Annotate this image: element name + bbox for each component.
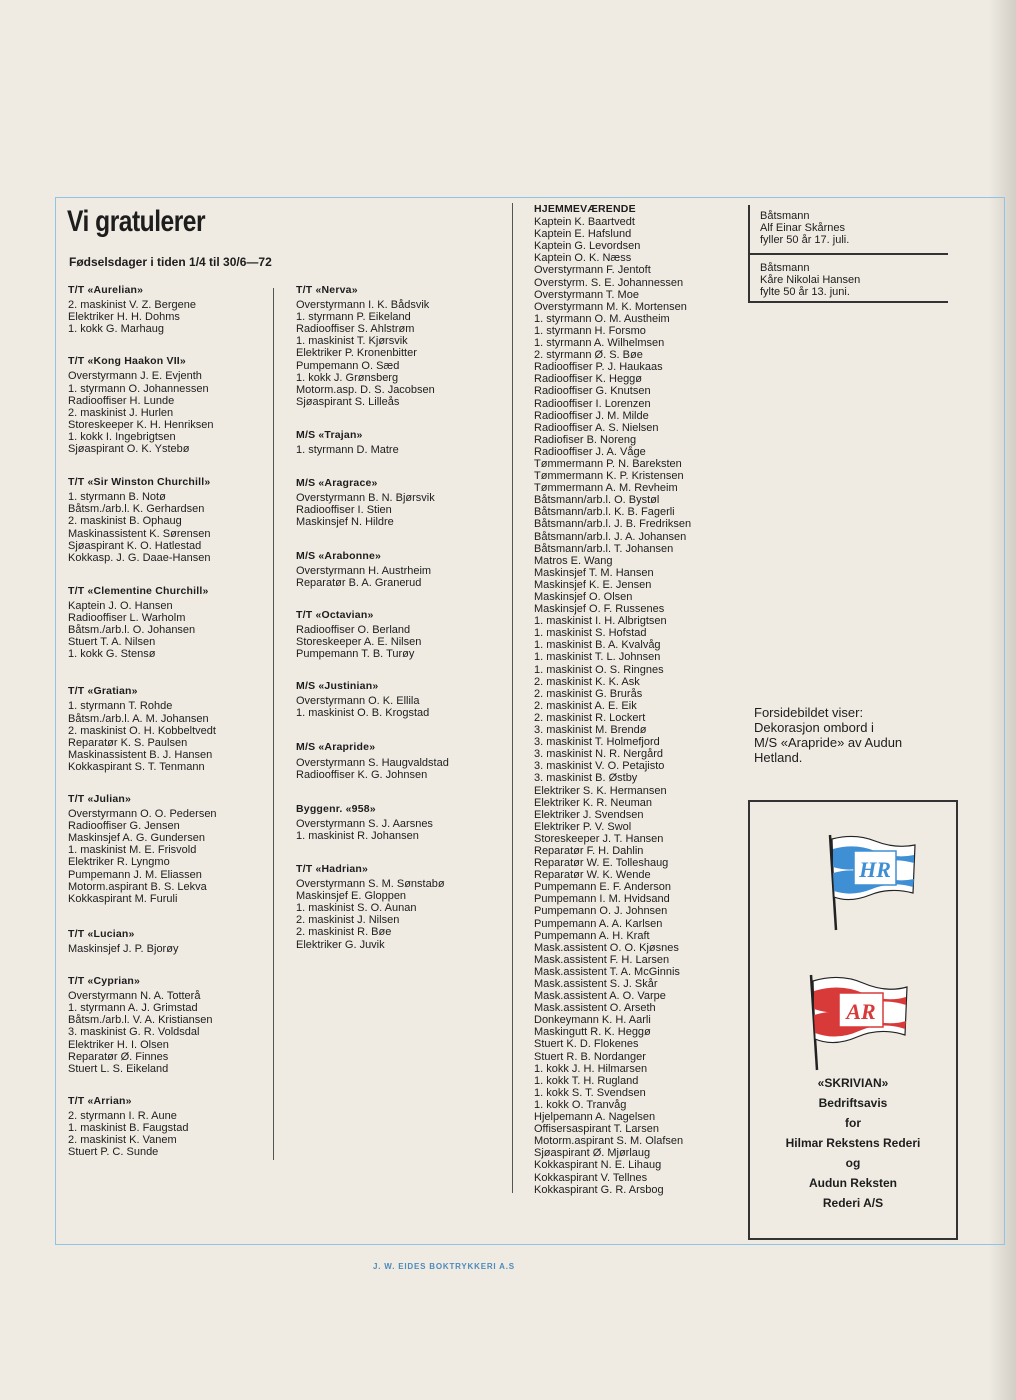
crew-entry: Overstyrm. S. E. Johannessen xyxy=(534,276,684,289)
crew-entry: 1. maskinist O. B. Krogstad xyxy=(296,707,430,720)
crew-entry: Maskinsjef J. P. Bjorøy xyxy=(68,942,179,955)
crew-entry: Kaptein E. Hafslund xyxy=(534,228,632,241)
crew-entry: Maskinsjef K. E. Jensen xyxy=(534,578,652,591)
crew-entry: Båtsmann/arb.l. O. Bystøl xyxy=(534,494,660,507)
crew-entry: Radiooffiser S. Ahlstrøm xyxy=(296,323,415,336)
ship-group xyxy=(296,477,506,528)
crew-entry: Mask.assistent F. H. Larsen xyxy=(534,953,670,966)
crew-entry: 1. kokk T. H. Rugland xyxy=(534,1074,639,1087)
crew-entry: Radiooffiser G. Jensen xyxy=(68,820,180,833)
crew-entry: 1. maskinist B. Faugstad xyxy=(68,1121,189,1134)
crew-entry: Reparatør K. S. Paulsen xyxy=(68,736,188,749)
ship-name: T/T «Arrian» xyxy=(68,1094,132,1107)
ship-group xyxy=(68,793,268,905)
birthday-box-1 xyxy=(760,210,849,246)
crew-entry: Pumpemann O. Sæd xyxy=(296,359,400,372)
crew-entry: Maskinsjef T. M. Hansen xyxy=(534,566,654,579)
crew-entry: 1. kokk S. T. Svendsen xyxy=(534,1086,646,1099)
crew-entry: Maskinsjef N. Hildre xyxy=(296,516,394,529)
crew-entry: Kaptein K. Baartvedt xyxy=(534,216,635,229)
crew-entry: 1. maskinist M. E. Frisvold xyxy=(68,844,197,857)
crew-entry: Mask.assistent T. A. McGinnis xyxy=(534,965,680,978)
crew-entry: Sjøaspirant Ø. Mjørlaug xyxy=(534,1147,651,1160)
ship-name: T/T «Kong Haakon VII» xyxy=(68,355,186,368)
ship-name: T/T «Clementine Churchill» xyxy=(68,584,209,597)
ship-name: M/S «Justinian» xyxy=(296,680,379,693)
box-line: Båtsmann xyxy=(760,210,810,222)
crew-entry: Båtsmann/arb.l. T. Johansen xyxy=(534,542,674,555)
crew-entry: Båtsm./arb.l. K. Gerhardsen xyxy=(68,503,205,516)
box-line: Båtsmann xyxy=(760,262,810,274)
birthday-box-2 xyxy=(760,262,860,298)
ship-name: T/T «Hadrian» xyxy=(296,863,369,875)
crew-entry: Mask.assistent S. J. Skår xyxy=(534,978,658,990)
crew-entry: Overstyrmann S. M. Sønstabø xyxy=(296,878,445,891)
publisher-line: Audun Reksten xyxy=(808,1176,897,1190)
crew-entry: Reparatør W. E. Tolleshaug xyxy=(534,857,669,870)
crew-entry: Kaptein J. O. Hansen xyxy=(68,599,173,612)
publisher-line: Hilmar Rekstens Rederi xyxy=(785,1136,921,1150)
printer-credit: J. W. EIDES BOKTRYKKERI A.S xyxy=(373,1262,515,1271)
crew-entry: 2. maskinist R. Lockert xyxy=(534,711,646,724)
crew-entry: Pumpemann E. F. Anderson xyxy=(534,881,671,894)
crew-entry: 2. maskinist V. Z. Bergene xyxy=(68,299,196,312)
crew-entry: Mask.assistent O. Arseth xyxy=(534,1002,656,1015)
crew-entry: Kokkaspirant G. R. Arsbog xyxy=(534,1183,664,1196)
crew-entry: Elektriker P. V. Swol xyxy=(534,820,632,833)
ship-group xyxy=(296,429,506,456)
caption-line: Dekorasjon ombord i xyxy=(754,720,874,735)
crew-entry: Overstyrmann T. Moe xyxy=(534,288,639,301)
crew-entry: Overstyrmann S. Haugvaldstad xyxy=(296,756,449,769)
crew-entry: 2. styrmann Ø. S. Bøe xyxy=(534,349,643,362)
publisher-block xyxy=(760,1073,946,1213)
crew-entry: Kokkaspirant M. Furuli xyxy=(68,892,178,905)
hr-flag-icon xyxy=(810,825,920,935)
ship-group xyxy=(296,863,506,951)
crew-entry: Reparatør Ø. Finnes xyxy=(68,1050,169,1063)
crew-entry: Radiooffiser A. S. Nielsen xyxy=(534,421,659,434)
ship-name: T/T «Nerva» xyxy=(296,284,358,296)
crew-entry: Båtsm./arb.l. A. M. Johansen xyxy=(68,712,209,725)
ship-name: Byggenr. «958» xyxy=(296,802,376,815)
publisher-line: Rederi A/S xyxy=(822,1196,884,1210)
crew-entry: Tømmermann K. P. Kristensen xyxy=(534,470,684,483)
crew-entry: Matros E. Wang xyxy=(534,554,613,567)
crew-entry: Maskinsjef O. F. Russenes xyxy=(534,603,665,616)
ship-group xyxy=(68,928,268,955)
crew-entry: 2. maskinist O. H. Kobbeltvedt xyxy=(68,724,216,737)
ship-name: T/T «Sir Winston Churchill» xyxy=(68,476,211,489)
caption-line: Forsidebildet viser: xyxy=(754,705,864,720)
crew-entry: Radiooffiser G. Knutsen xyxy=(534,385,651,398)
crew-entry: 2. maskinist G. Brurås xyxy=(534,687,643,700)
crew-entry: Overstyrmann J. E. Evjenth xyxy=(68,370,202,383)
crew-entry: 1. styrmann T. Rohde xyxy=(68,700,173,713)
crew-entry: Overstyrmann S. J. Aarsnes xyxy=(296,817,433,830)
crew-entry: Kokkaspirant S. T. Tenmann xyxy=(68,760,205,773)
crew-entry: Radiooffiser J. M. Milde xyxy=(534,409,649,422)
crew-entry: Pumpemann A. A. Karlsen xyxy=(534,917,663,930)
ship-group xyxy=(68,1095,268,1158)
logo-box-left xyxy=(748,800,750,1240)
crew-entry: Motorm.asp. D. S. Jacobsen xyxy=(296,383,435,396)
crew-entry: 1. kokk I. Ingebrigtsen xyxy=(68,430,176,443)
crew-entry: Pumpemann A. H. Kraft xyxy=(534,929,650,942)
ship-group xyxy=(68,685,268,773)
crew-entry: 1. styrmann A. Wilhelmsen xyxy=(534,337,665,350)
ship-group xyxy=(296,741,506,780)
crew-entry: 1. maskinist T. L. Johnsen xyxy=(534,651,661,664)
crew-entry: 1. maskinist S. O. Aunan xyxy=(296,902,417,915)
crew-entry: 1. maskinist R. Johansen xyxy=(296,829,419,842)
ship-name: M/S «Trajan» xyxy=(296,428,363,441)
crew-entry: 1. maskinist I. H. Albrigtsen xyxy=(534,615,667,628)
ship-group xyxy=(296,680,506,719)
cover-caption xyxy=(754,705,954,765)
crew-entry: Radiofiser B. Noreng xyxy=(534,433,637,446)
crew-entry: 1. styrmann P. Eikeland xyxy=(296,311,411,324)
crew-entry: Båtsm./arb.l. V. A. Kristiansen xyxy=(68,1014,213,1027)
crew-entry: Elektriker H. H. Dohms xyxy=(68,311,180,324)
crew-entry: Hjelpemann A. Nagelsen xyxy=(534,1111,656,1124)
crew-entry: Sjøaspirant O. K. Ystebø xyxy=(68,443,190,456)
ship-name: M/S «Aragrace» xyxy=(296,477,378,490)
ship-name: T/T «Aurelian» xyxy=(68,284,144,296)
crew-entry: 2. maskinist R. Bøe xyxy=(296,926,392,939)
crew-entry: Overstyrmann B. N. Bjørsvik xyxy=(296,492,435,505)
crew-entry: Overstyrmann O. K. Ellila xyxy=(296,695,420,708)
crew-entry: Donkeymann K. H. Aarli xyxy=(534,1014,651,1027)
ship-name: T/T «Cyprian» xyxy=(68,975,141,988)
crew-entry: Elektriker P. Kronenbitter xyxy=(296,347,417,360)
crew-entry: Stuert R. B. Nordanger xyxy=(534,1050,646,1063)
crew-entry: 2. maskinist A. E. Eik xyxy=(534,699,637,712)
ship-name: T/T «Lucian» xyxy=(68,927,135,940)
crew-entry: Båtsmann/arb.l. K. B. Fagerli xyxy=(534,506,675,519)
box-line: Alf Einar Skårnes xyxy=(760,222,845,234)
crew-entry: 2. maskinist K. Vanem xyxy=(68,1134,177,1147)
caption-line: Hetland. xyxy=(754,750,803,765)
crew-entry: Sjøaspirant S. Lilleås xyxy=(296,395,400,408)
crew-entry: Elektriker K. R. Neuman xyxy=(534,796,652,809)
crew-entry: Elektriker J. Svendsen xyxy=(534,808,644,821)
crew-entry: Motorm.aspirant S. M. Olafsen xyxy=(534,1135,684,1148)
logo-box-bottom xyxy=(748,1238,958,1240)
crew-entry: Overstyrmann I. K. Bådsvik xyxy=(296,299,430,312)
ship-group xyxy=(68,476,268,564)
crew-entry: Tømmermann A. M. Revheim xyxy=(534,482,678,495)
crew-entry: Radiooffiser I. Stien xyxy=(296,504,392,517)
crew-entry: Stuert L. S. Eikeland xyxy=(68,1062,169,1075)
crew-entry: 1. styrmann O. M. Austheim xyxy=(534,312,670,325)
crew-entry: Kaptein G. Levordsen xyxy=(534,240,641,253)
publisher-line: Bedriftsavis xyxy=(818,1096,888,1110)
ship-name: T/T «Octavian» xyxy=(296,608,374,621)
ship-group xyxy=(68,355,268,455)
ar-flag-letters: AR xyxy=(846,999,876,1024)
crew-entry: Maskinsjef A. G. Gundersen xyxy=(68,832,205,845)
crew-entry: Sjøaspirant K. O. Hatlestad xyxy=(68,539,202,552)
crew-entry: Storeskeeper A. E. Nilsen xyxy=(296,635,422,648)
crew-entry: Elektriker G. Juvik xyxy=(296,938,385,951)
box-line: fylte 50 år 13. juni. xyxy=(760,286,850,298)
crew-entry: Radiooffiser J. A. Våge xyxy=(534,445,646,458)
ship-group xyxy=(296,803,506,842)
crew-entry: Radiooffiser P. J. Haukaas xyxy=(534,361,663,374)
crew-entry: Elektriker S. K. Hermansen xyxy=(534,784,667,797)
logo-box-right xyxy=(956,800,958,1240)
page-subtitle: Fødselsdager i tiden 1/4 til 30/6—72 xyxy=(69,255,272,269)
box-line: Kåre Nikolai Hansen xyxy=(760,274,861,286)
crew-entry: Overstyrmann F. Jentoft xyxy=(534,264,651,277)
crew-entry: 2. maskinist K. K. Ask xyxy=(534,675,640,688)
publisher-line: for xyxy=(845,1116,861,1130)
ship-group xyxy=(296,550,506,589)
crew-entry: Elektriker H. I. Olsen xyxy=(68,1038,169,1051)
crew-entry: Mask.assistent A. O. Varpe xyxy=(534,990,666,1003)
ship-group xyxy=(68,975,268,1075)
ship-group xyxy=(68,585,268,661)
crew-entry: Storeskeeper K. H. Henriksen xyxy=(68,418,214,431)
crew-entry: 1. styrmann O. Johannessen xyxy=(68,382,209,395)
crew-entry: Overstyrmann M. K. Mortensen xyxy=(534,300,687,313)
crew-entry: 1. styrmann B. Notø xyxy=(68,491,166,504)
ship-column-1 xyxy=(68,284,268,1158)
crew-entry: Maskingutt R. K. Heggø xyxy=(534,1026,651,1039)
box-divider xyxy=(748,253,948,255)
crew-entry: 3. maskinist N. R. Nergård xyxy=(534,748,663,761)
page-title: Vi gratulerer xyxy=(67,205,206,238)
caption-line: M/S «Arapride» av Audun xyxy=(754,735,903,750)
crew-entry: Maskinassistent K. Sørensen xyxy=(68,527,211,540)
ship-name: T/T «Julian» xyxy=(68,793,132,805)
crew-entry: Reparatør F. H. Dahlin xyxy=(534,844,644,857)
crew-entry: Radiooffiser K. G. Johnsen xyxy=(296,768,428,781)
ship-name: M/S «Arabonne» xyxy=(296,549,382,562)
publisher-line: «SKRIVIAN» xyxy=(817,1076,889,1090)
crew-entry: Radiooffiser L. Warholm xyxy=(68,611,186,624)
logo-box-top xyxy=(748,800,958,802)
crew-entry: Maskinassistent B. J. Hansen xyxy=(68,748,213,761)
ship-group xyxy=(296,284,506,408)
ar-flag-icon xyxy=(795,965,915,1075)
column-divider xyxy=(512,203,513,1193)
box-line: fyller 50 år 17. juli. xyxy=(760,234,850,246)
crew-entry: 1. styrmann A. J. Grimstad xyxy=(68,1002,198,1015)
crew-entry: 3. maskinist B. Østby xyxy=(534,772,638,785)
crew-entry: Kaptein O. K. Næss xyxy=(534,252,632,265)
column-divider xyxy=(273,288,274,1160)
crew-entry: 2. maskinist B. Ophaug xyxy=(68,515,182,528)
crew-entry: Pumpemann O. J. Johnsen xyxy=(534,905,668,918)
crew-entry: 2. styrmann I. R. Aune xyxy=(68,1109,177,1122)
crew-entry: Kokkasp. J. G. Daae-Hansen xyxy=(68,551,211,564)
crew-entry: Stuert T. A. Nilsen xyxy=(68,636,156,649)
crew-entry: Pumpemann J. M. Eliassen xyxy=(68,868,202,881)
home-crew-heading: HJEMMEVÆRENDE xyxy=(534,203,636,215)
crew-entry: 3. maskinist T. Holmefjord xyxy=(534,736,660,749)
crew-entry: Maskinsjef O. Olsen xyxy=(534,591,633,603)
box-divider xyxy=(748,301,948,303)
crew-entry: 1. kokk J. H. Hilmarsen xyxy=(534,1062,648,1075)
crew-entry: Radiooffiser K. Heggø xyxy=(534,373,643,386)
crew-entry: Stuert K. D. Flokenes xyxy=(534,1038,639,1051)
crew-entry: Reparatør W. K. Wende xyxy=(534,869,651,882)
crew-entry: 1. styrmann D. Matre xyxy=(296,444,399,457)
crew-entry: Pumpemann T. B. Turøy xyxy=(296,648,415,661)
publisher-line: og xyxy=(845,1156,861,1170)
crew-entry: 3. maskinist M. Brendø xyxy=(534,724,647,737)
crew-entry: 1. kokk O. Tranvåg xyxy=(534,1098,627,1111)
ship-group xyxy=(296,609,506,660)
crew-entry: Radiooffiser H. Lunde xyxy=(68,394,175,407)
crew-entry: 2. maskinist J. Hurlen xyxy=(68,406,174,419)
crew-entry: 1. maskinist B. A. Kvalvåg xyxy=(534,639,661,652)
crew-entry: Reparatør B. A. Granerud xyxy=(296,576,422,589)
crew-entry: 2. maskinist J. Nilsen xyxy=(296,914,400,927)
crew-entry: Båtsmann/arb.l. J. B. Fredriksen xyxy=(534,518,692,531)
ship-group xyxy=(68,284,268,335)
home-crew-column xyxy=(534,203,749,1196)
crew-entry: Radiooffiser O. Berland xyxy=(296,623,411,636)
ship-name: T/T «Gratian» xyxy=(68,685,138,698)
crew-entry: 1. kokk G. Stensø xyxy=(68,648,156,661)
crew-entry: 3. maskinist V. O. Petajisto xyxy=(534,760,665,773)
crew-entry: Overstyrmann H. Austrheim xyxy=(296,564,432,577)
crew-entry: Offisersaspirant T. Larsen xyxy=(534,1123,659,1136)
crew-entry: Storeskeeper J. T. Hansen xyxy=(534,832,664,845)
crew-entry: Stuert P. C. Sunde xyxy=(68,1146,159,1159)
crew-entry: Mask.assistent O. O. Kjøsnes xyxy=(534,941,679,954)
crew-entry: 1. maskinist O. S. Ringnes xyxy=(534,663,664,676)
crew-entry: 1. maskinist T. Kjørsvik xyxy=(296,335,408,348)
crew-entry: Båtsm./arb.l. O. Johansen xyxy=(68,624,196,637)
crew-entry: Tømmermann P. N. Bareksten xyxy=(534,457,682,470)
crew-entry: 1. maskinist S. Hofstad xyxy=(534,627,647,640)
crew-entry: Overstyrmann O. O. Pedersen xyxy=(68,808,217,821)
crew-entry: Kokkaspirant V. Tellnes xyxy=(534,1171,648,1184)
crew-entry: Kokkaspirant N. E. Lihaug xyxy=(534,1159,662,1172)
crew-entry: Pumpemann I. M. Hvidsand xyxy=(534,893,670,906)
crew-entry: Båtsmann/arb.l. J. A. Johansen xyxy=(534,530,687,543)
crew-entry: Maskinsjef E. Gloppen xyxy=(296,890,407,903)
crew-entry: Motorm.aspirant B. S. Lekva xyxy=(68,880,207,893)
ship-name: M/S «Arapride» xyxy=(296,741,376,754)
crew-entry: 3. maskinist G. R. Voldsdal xyxy=(68,1026,200,1039)
crew-entry: 1. styrmann H. Forsmo xyxy=(534,324,646,337)
ship-column-2 xyxy=(296,284,506,951)
hr-flag-letters: HR xyxy=(859,857,891,882)
crew-entry: 1. kokk J. Grønsberg xyxy=(296,371,399,384)
crew-entry: Elektriker R. Lyngmo xyxy=(68,856,170,869)
crew-entry: 1. kokk G. Marhaug xyxy=(68,323,164,336)
crew-entry: Overstyrmann N. A. Totterå xyxy=(68,990,201,1003)
crew-entry: Radiooffiser I. Lorenzen xyxy=(534,397,651,410)
